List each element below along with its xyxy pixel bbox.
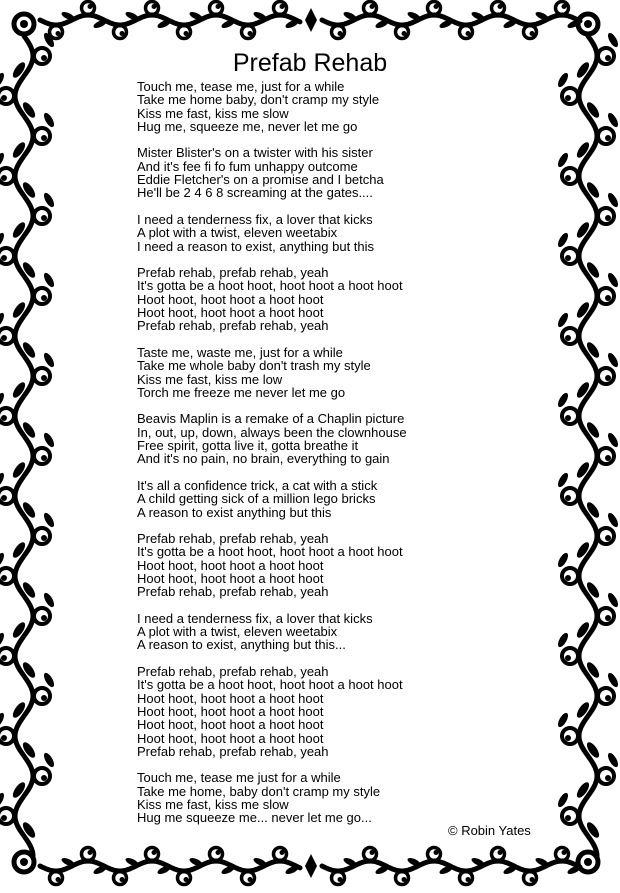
leaf-icon bbox=[556, 791, 570, 808]
leaf-icon bbox=[42, 351, 56, 368]
scroll-swirl-icon bbox=[1, 815, 7, 821]
scroll-swirl-icon bbox=[41, 695, 47, 701]
leaf-icon bbox=[606, 351, 620, 368]
leaf-icon bbox=[556, 231, 570, 248]
lyric-line: Hoot hoot, hoot hoot a hoot hoot bbox=[137, 730, 324, 746]
scroll-swirl-icon bbox=[41, 215, 47, 221]
lyric-line: And it's fee fi fo fum unhappy outcome bbox=[137, 158, 358, 174]
lyric-line: I need a reason to exist, anything but this bbox=[137, 238, 375, 254]
scroll-swirl-icon bbox=[565, 415, 571, 421]
scroll-swirl-icon bbox=[402, 877, 407, 882]
scroll-swirl-icon bbox=[498, 850, 503, 855]
scroll-swirl-icon bbox=[41, 135, 47, 141]
lyric-line: Torch me freeze me never let me go bbox=[137, 384, 346, 400]
lyric-line: Kiss me fast, kiss me low bbox=[137, 371, 283, 387]
scroll-swirl-icon bbox=[184, 31, 189, 36]
scroll-swirl-icon bbox=[1, 495, 7, 501]
lyric-line: Free spirit, gotta live it, gotta breathe it bbox=[137, 438, 359, 454]
scroll-swirl-icon bbox=[605, 375, 611, 381]
lyric-line: Hoot hoot, hoot hoot a hoot hoot bbox=[137, 291, 324, 307]
scroll-swirl-icon bbox=[605, 455, 611, 461]
scroll-swirl-icon bbox=[184, 877, 189, 882]
scroll-swirl-icon bbox=[565, 335, 571, 341]
scroll-swirl-icon bbox=[605, 695, 611, 701]
lyric-line: Touch me, tease me, just for a while bbox=[137, 79, 345, 94]
corner-swirl-icon bbox=[20, 858, 28, 866]
lyric-line: Hoot hoot, hoot hoot a hoot hoot bbox=[137, 690, 324, 706]
lyric-line: Hoot hoot, hoot hoot a hoot hoot bbox=[137, 717, 324, 733]
scroll-swirl-icon bbox=[1, 415, 7, 421]
scroll-swirl-icon bbox=[370, 4, 375, 9]
scroll-swirl-icon bbox=[466, 31, 471, 36]
lyric-line: Mister Blister's on a twister with his sister bbox=[137, 145, 373, 161]
scroll-swirl-icon bbox=[565, 175, 571, 181]
leaf-icon bbox=[42, 671, 56, 688]
leaf-icon bbox=[606, 511, 620, 528]
scroll-swirl-icon bbox=[498, 4, 503, 9]
lyric-line: It's gotta be a hoot hoot, hoot hoot a hoot hoot bbox=[137, 544, 403, 560]
song-title: Prefab Rehab bbox=[232, 49, 388, 77]
scroll-swirl-icon bbox=[152, 850, 157, 855]
scroll-swirl-icon bbox=[402, 31, 407, 36]
lyric-line: Take me home baby, don't cramp my style bbox=[137, 92, 380, 108]
scroll-swirl-icon bbox=[565, 575, 571, 581]
leaf-icon bbox=[606, 111, 620, 128]
scroll-swirl-icon bbox=[216, 850, 221, 855]
leaf-icon bbox=[606, 431, 620, 448]
stanza bbox=[137, 146, 507, 199]
lyric-line: Hoot hoot, hoot hoot a hoot hoot bbox=[137, 570, 324, 586]
lyric-line: Hoot hoot, hoot hoot a hoot hoot bbox=[137, 703, 324, 719]
lyric-line: It's gotta be a hoot hoot, hoot hoot a hoot hoot bbox=[137, 278, 403, 294]
scroll-swirl-icon bbox=[41, 295, 47, 301]
stanza bbox=[137, 80, 507, 133]
lyric-line: A reason to exist, anything but this... bbox=[137, 637, 346, 653]
leaf-icon bbox=[606, 31, 620, 48]
lyric-line: Take me whole baby don't trash my style bbox=[137, 358, 371, 374]
leaf-icon bbox=[556, 551, 570, 568]
lyric-line: He'll be 2 4 6 8 screaming at the gates.... bbox=[137, 185, 373, 201]
scroll-swirl-icon bbox=[1, 335, 7, 341]
leaf-icon bbox=[606, 591, 620, 608]
scroll-swirl-icon bbox=[41, 455, 47, 461]
stanza bbox=[137, 532, 507, 598]
lyric-line: Taste me, waste me, just for a while bbox=[137, 344, 343, 360]
stanza bbox=[137, 412, 507, 465]
lyric-line: Hug me, squeeze me, never let me go bbox=[137, 118, 358, 134]
lyric-line: A plot with a twist, eleven weetabix bbox=[137, 225, 338, 241]
scroll-swirl-icon bbox=[605, 775, 611, 781]
stanza bbox=[137, 479, 507, 519]
lyric-line: Hug me squeeze me... never let me go... bbox=[137, 810, 372, 826]
lyric-line: It's gotta be a hoot hoot, hoot hoot a hoot hoot bbox=[137, 677, 403, 693]
scroll-swirl-icon bbox=[1, 575, 7, 581]
scroll-swirl-icon bbox=[1, 95, 7, 101]
scroll-swirl-icon bbox=[120, 31, 125, 36]
scroll-swirl-icon bbox=[466, 877, 471, 882]
leaf-icon bbox=[556, 471, 570, 488]
leaf-icon bbox=[42, 591, 56, 608]
stanza bbox=[137, 266, 507, 332]
scroll-swirl-icon bbox=[338, 31, 343, 36]
scroll-swirl-icon bbox=[280, 850, 285, 855]
lyric-line: A plot with a twist, eleven weetabix bbox=[137, 624, 338, 640]
scroll-swirl-icon bbox=[1, 255, 7, 261]
leaf-icon bbox=[556, 711, 570, 728]
scroll-swirl-icon bbox=[605, 615, 611, 621]
lyric-line: Prefab rehab, prefab rehab, yeah bbox=[137, 584, 329, 600]
leaf-icon bbox=[42, 271, 56, 288]
leaf-icon bbox=[606, 271, 620, 288]
scroll-swirl-icon bbox=[338, 877, 343, 882]
stanza bbox=[137, 346, 507, 399]
scroll-swirl-icon bbox=[562, 850, 567, 855]
lyric-line: I need a tenderness fix, a lover that kicks bbox=[137, 610, 373, 626]
lyric-line: Kiss me fast, kiss me slow bbox=[137, 797, 289, 813]
lyric-line: I need a tenderness fix, a lover that kicks bbox=[137, 211, 373, 227]
lyric-line: Prefab rehab, prefab rehab, yeah bbox=[137, 318, 329, 334]
scroll-swirl-icon bbox=[605, 135, 611, 141]
scroll-swirl-icon bbox=[1, 175, 7, 181]
leaf-icon bbox=[556, 151, 570, 168]
scroll-swirl-icon bbox=[248, 877, 253, 882]
leaf-icon bbox=[42, 191, 56, 208]
leaf-icon bbox=[606, 191, 620, 208]
scroll-swirl-icon bbox=[152, 4, 157, 9]
center-flourish-icon bbox=[305, 854, 317, 878]
scroll-swirl-icon bbox=[120, 877, 125, 882]
scroll-swirl-icon bbox=[565, 95, 571, 101]
lyric-line: Hoot hoot, hoot hoot a hoot hoot bbox=[137, 557, 324, 573]
scroll-swirl-icon bbox=[1, 655, 7, 661]
lyric-line: Beavis Maplin is a remake of a Chaplin picture bbox=[137, 411, 405, 427]
scroll-swirl-icon bbox=[56, 877, 61, 882]
scroll-swirl-icon bbox=[565, 495, 571, 501]
scroll-swirl-icon bbox=[565, 655, 571, 661]
corner-swirl-icon bbox=[584, 20, 592, 28]
lyric-line: Prefab rehab, prefab rehab, yeah bbox=[137, 265, 329, 281]
scroll-swirl-icon bbox=[562, 4, 567, 9]
scroll-swirl-icon bbox=[605, 215, 611, 221]
lyric-line: A child getting sick of a million lego bricks bbox=[137, 491, 376, 507]
corner-swirl-icon bbox=[20, 20, 28, 28]
lyric-line: Prefab rehab, prefab rehab, yeah bbox=[137, 531, 329, 547]
lyric-line: And it's no pain, no brain, everything to gain bbox=[137, 451, 390, 467]
lyric-line: Kiss me fast, kiss me slow bbox=[137, 105, 289, 121]
lyric-line: Prefab rehab, prefab rehab, yeah bbox=[137, 743, 329, 759]
scroll-swirl-icon bbox=[565, 815, 571, 821]
lyrics-body bbox=[137, 80, 507, 838]
leaf-icon bbox=[42, 751, 56, 768]
scroll-swirl-icon bbox=[88, 850, 93, 855]
scroll-swirl-icon bbox=[605, 535, 611, 541]
lyric-line: A reason to exist anything but this bbox=[137, 504, 332, 520]
leaf-icon bbox=[556, 311, 570, 328]
lyric-line: Take me home, baby don't cramp my style bbox=[137, 783, 381, 799]
stanza bbox=[137, 771, 507, 824]
leaf-icon bbox=[556, 391, 570, 408]
scroll-swirl-icon bbox=[605, 295, 611, 301]
scroll-swirl-icon bbox=[370, 850, 375, 855]
scroll-swirl-icon bbox=[1, 735, 7, 741]
scroll-swirl-icon bbox=[41, 375, 47, 381]
leaf-icon bbox=[42, 111, 56, 128]
lyric-line: Prefab rehab, prefab rehab, yeah bbox=[137, 664, 329, 680]
center-flourish-icon bbox=[305, 8, 317, 32]
scroll-swirl-icon bbox=[280, 4, 285, 9]
lyric-line: It's all a confidence trick, a cat with a stick bbox=[137, 477, 378, 493]
scroll-swirl-icon bbox=[248, 31, 253, 36]
leaf-icon bbox=[42, 511, 56, 528]
lyric-line: Hoot hoot, hoot hoot a hoot hoot bbox=[137, 305, 324, 321]
leaf-icon bbox=[606, 671, 620, 688]
scroll-swirl-icon bbox=[56, 31, 61, 36]
leaf-icon bbox=[606, 751, 620, 768]
vine-stem bbox=[579, 36, 597, 856]
vine-stem bbox=[15, 36, 33, 856]
scroll-swirl-icon bbox=[41, 775, 47, 781]
scroll-swirl-icon bbox=[41, 615, 47, 621]
copyright-credit: © Robin Yates bbox=[448, 823, 531, 838]
stanza bbox=[137, 612, 507, 652]
scroll-swirl-icon bbox=[565, 735, 571, 741]
lyric-line: Eddie Fletcher's on a promise and I betcha bbox=[137, 172, 384, 188]
leaf-icon bbox=[556, 631, 570, 648]
lyric-line: In, out, up, down, always been the clownhouse bbox=[137, 424, 407, 440]
scroll-swirl-icon bbox=[434, 850, 439, 855]
scroll-swirl-icon bbox=[41, 535, 47, 541]
scroll-swirl-icon bbox=[565, 255, 571, 261]
corner-swirl-icon bbox=[584, 858, 592, 866]
scroll-swirl-icon bbox=[530, 877, 535, 882]
stanza bbox=[137, 213, 507, 253]
leaf-icon bbox=[42, 431, 56, 448]
scroll-swirl-icon bbox=[434, 4, 439, 9]
stanza bbox=[137, 665, 507, 758]
scroll-swirl-icon bbox=[88, 4, 93, 9]
scroll-swirl-icon bbox=[530, 31, 535, 36]
scroll-swirl-icon bbox=[216, 4, 221, 9]
lyric-line: Touch me, tease me just for a while bbox=[137, 770, 341, 786]
